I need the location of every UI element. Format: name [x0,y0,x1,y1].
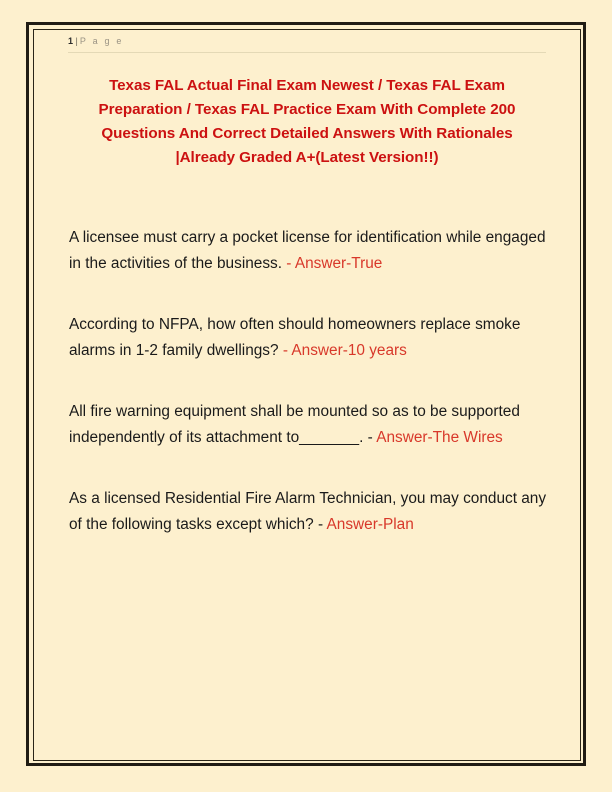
page-number: 1 [68,36,74,46]
qa-answer-text: - Answer-10 years [282,341,407,359]
qa-question-text: All fire warning equipment shall be mounted so as to be supported independently of its attachment to_______. - [69,403,520,446]
qa-answer-text: Answer-Plan [326,515,414,533]
page-header-label: P a g e [79,36,124,46]
qa-question-text: According to NFPA, how often should homeowners replace smoke alarms in 1-2 family dwellings? [69,316,521,359]
qa-list [69,225,549,537]
qa-answer-text: Answer-The Wires [376,428,503,446]
page-header-line [68,34,546,48]
page-header-separator: | [75,36,78,46]
document-title: Texas FAL Actual Final Exam Newest / Texas FAL Exam Preparation / Texas FAL Practice Exam With Complete 200 Questions And Correct Detailed Answers With Rationales |Already Graded A+(Latest Version!!) [98,77,516,166]
qa-block [69,312,549,363]
qa-question-text: As a licensed Residential Fire Alarm Technician, you may conduct any of the following tasks except which? - [69,490,547,533]
qa-answer-text: - Answer-True [286,254,383,272]
page-content [45,30,569,756]
qa-block [69,225,549,276]
qa-block [69,399,549,450]
header-divider-rule [68,52,546,53]
qa-question-text: A licensee must carry a pocket license for identification while engaged in the activities of the business. [69,229,546,272]
qa-block [69,486,549,537]
